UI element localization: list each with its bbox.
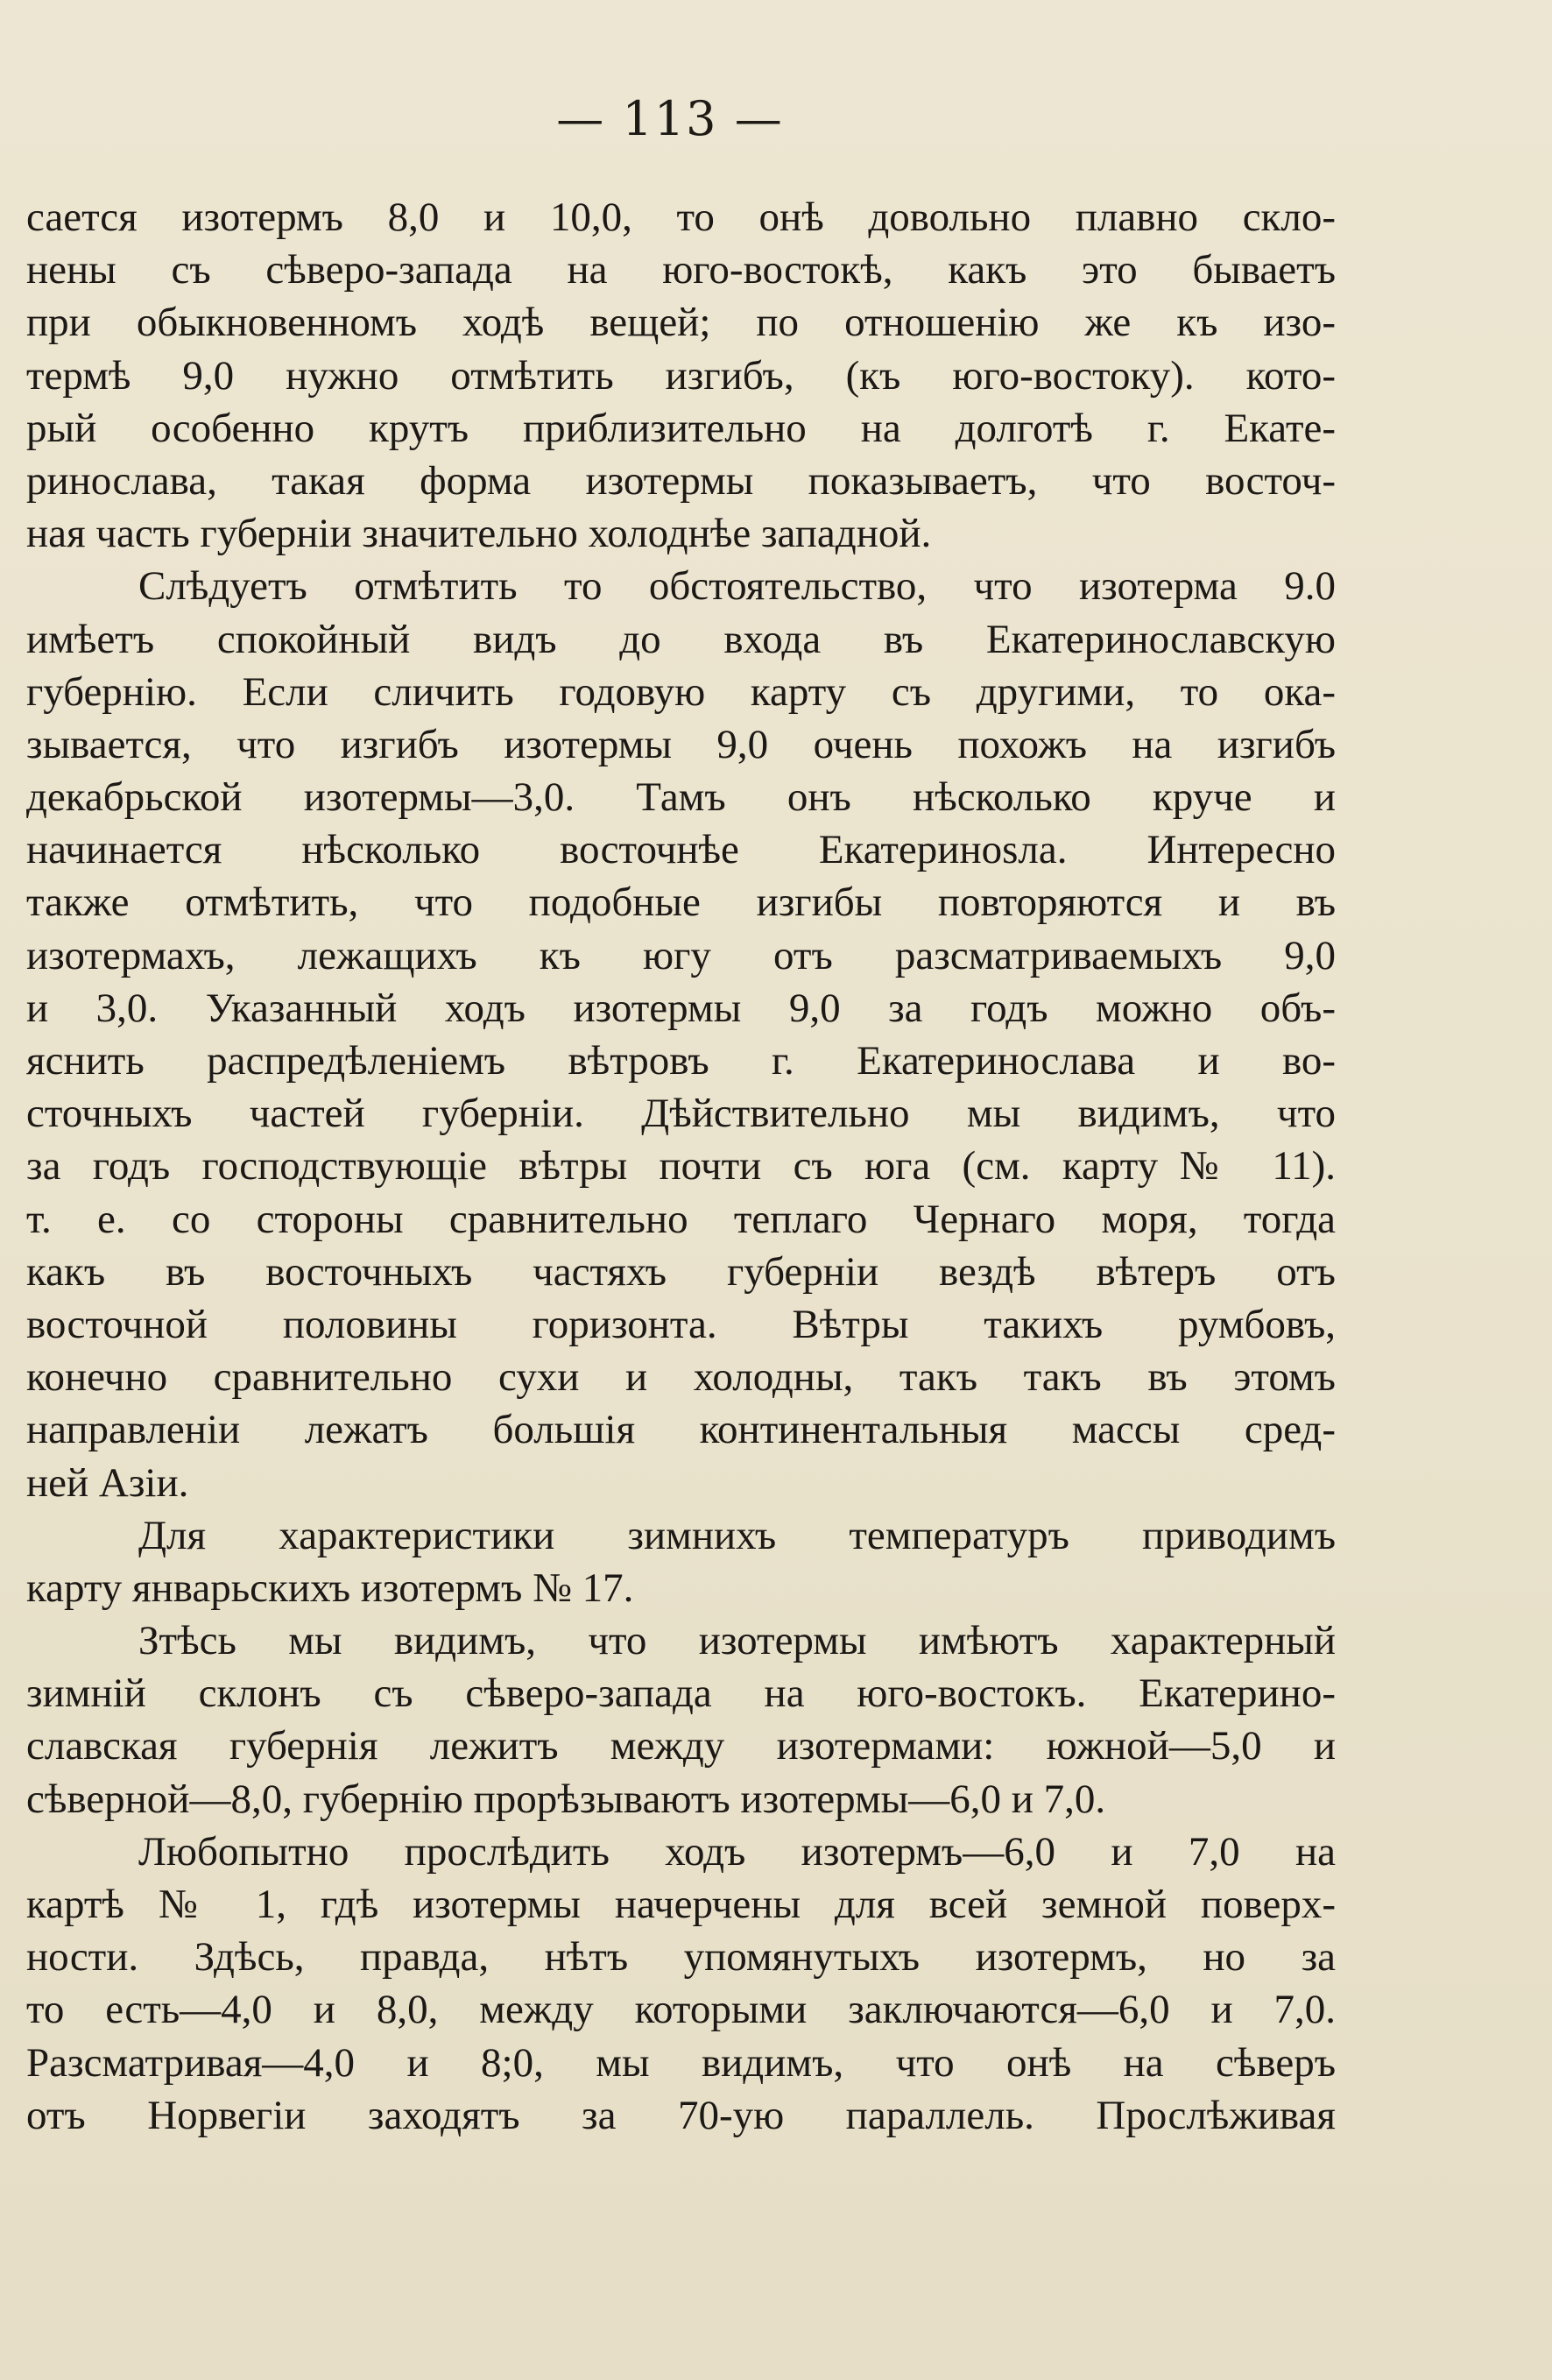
text-line: Слѣдуетъ отмѣтить то обстоятельство, что изотерма 9.0 — [138, 563, 1336, 610]
text-line: сточныхъ частей губерніи. Дѣйствительно мы видимъ, что — [26, 1091, 1336, 1137]
text-line: сается изотермъ 8,0 и 10,0, то онѣ довольно плавно скло- — [26, 194, 1336, 240]
text-line: ней Азіи. — [26, 1459, 189, 1506]
text-line: зимній склонъ съ сѣверо-запада на юго-востокъ. Екатерино- — [26, 1670, 1336, 1717]
text-line: Зтѣсь мы видимъ, что изотермы имѣютъ характерный — [138, 1618, 1336, 1664]
text-line: ная часть губерніи значительно холоднѣе западной. — [26, 511, 932, 557]
text-line: начинается нѣсколько восточнѣе Екатеринosла. Интересно — [26, 827, 1336, 873]
text-line: Разсматривая—4,0 и 8;0, мы видимъ, что онѣ на сѣверъ — [26, 2039, 1336, 2086]
text-line: нены съ сѣверо-запада на юго-востокѣ, какъ это бываетъ — [26, 247, 1336, 293]
text-line: декабрьской изотермы—3,0. Тамъ онъ нѣсколько круче и — [26, 774, 1336, 821]
text-line: то есть—4,0 и 8,0, между которыми заключаются—6,0 и 7,0. — [26, 1987, 1336, 2033]
page-number-header: — 113 — — [556, 91, 784, 146]
text-line: т. е. со стороны сравнительно теплаго Чернаго моря, тогда — [26, 1196, 1336, 1242]
text-line: восточной половины горизонта. Вѣтры такихъ румбовъ, — [26, 1301, 1336, 1347]
text-line: рый особенно крутъ приблизительно на долготѣ г. Екате- — [26, 405, 1336, 451]
text-line: славская губернія лежитъ между изотермами: южной—5,0 и — [26, 1723, 1336, 1769]
text-line: карту январьскихъ изотермъ № 17. — [26, 1564, 634, 1611]
text-line: конечно сравнительно сухи и холодны, такъ такъ въ этомъ — [26, 1354, 1336, 1401]
text-line: изотермахъ, лежащихъ къ югу отъ разсматриваемыхъ 9,0 — [26, 932, 1336, 978]
text-line: при обыкновенномъ ходѣ вещей; по отношенію же къ изо- — [26, 300, 1336, 346]
text-line: Любопытно прослѣдить ходъ изотермъ—6,0 и 7,0 на — [138, 1828, 1336, 1875]
text-line: какъ въ восточныхъ частяхъ губерніи вездѣ вѣтеръ отъ — [26, 1248, 1336, 1295]
text-line: ности. Здѣсь, правда, нѣтъ упомянутыхъ изотермъ, но за — [26, 1934, 1336, 1981]
body-text — [26, 191, 1336, 2142]
text-line: сѣверной—8,0, губернію прорѣзываютъ изотермы—6,0 и 7,0. — [26, 1776, 1106, 1822]
text-line: за годъ господствующіе вѣтры почти съ юга (см. карту№ 11). — [26, 1143, 1336, 1190]
text-line: также отмѣтить, что подобные изгибы повторяются и въ — [26, 879, 1336, 926]
text-line: направленіи лежатъ большія континентальныя массы сред- — [26, 1407, 1336, 1453]
text-line: Для характеристики зимнихъ температуръ приводимъ — [138, 1512, 1336, 1558]
text-line: зывается, что изгибъ изотермы 9,0 очень похожъ на изгибъ — [26, 721, 1336, 767]
text-line: и 3,0. Указанный ходъ изотермы 9,0 за годъ можно объ- — [26, 985, 1336, 1031]
text-line: термѣ 9,0 нужно отмѣтить изгибъ, (къ юго-востоку). кото- — [26, 352, 1336, 399]
text-line: губернію. Если сличить годовую карту съ другими, то ока- — [26, 668, 1336, 715]
text-line: отъ Норвегіи заходятъ за 70-ую параллель. Прослѣживая — [26, 2092, 1336, 2138]
text-line: яснить распредѣленіемъ вѣтровъ г. Екатеринослава и во- — [26, 1038, 1336, 1084]
text-line: картѣ № 1, гдѣ изотермы начерчены для всей земной поверх- — [26, 1882, 1336, 1927]
text-line: ринослава, такая форма изотермы показываетъ, что восточ- — [26, 457, 1336, 504]
text-line: имѣетъ спокойный видъ до входа въ Екатеринославскую — [26, 616, 1336, 662]
